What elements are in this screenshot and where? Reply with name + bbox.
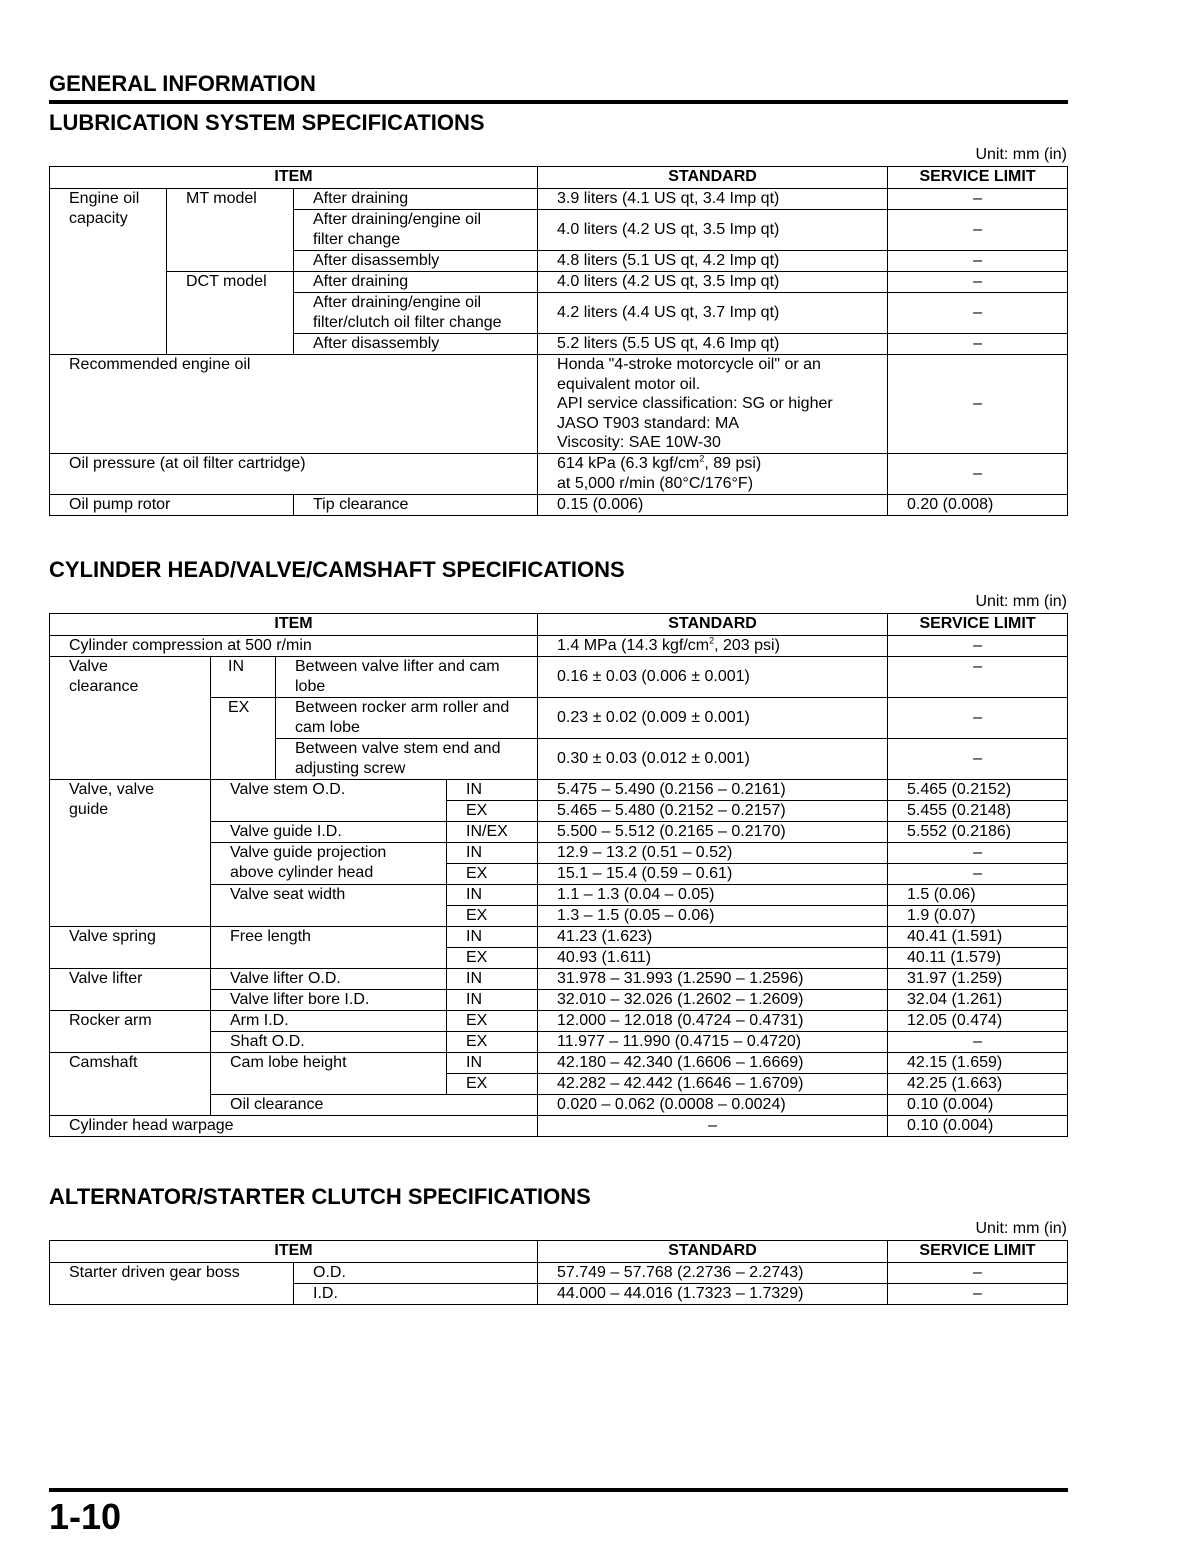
- service-limit-header: SERVICE LIMIT: [888, 1241, 1068, 1263]
- header-rule: [49, 100, 1068, 104]
- table-cell: 5.552 (0.2186): [888, 822, 1068, 843]
- table-cell: 3.9 liters (4.1 US qt, 3.4 Imp qt): [538, 189, 888, 210]
- table-cell: 1.4 MPa (14.3 kgf/$cm^2$, 203 psi): [538, 636, 888, 657]
- table-cell: 42.180 – 42.340 (1.6606 – 1.6669): [538, 1053, 888, 1074]
- table-cell: –: [888, 189, 1068, 210]
- cylinder-head-section-title: CYLINDER HEAD/VALVE/CAMSHAFT SPECIFICATIONS: [49, 557, 625, 582]
- cylinder-head-spec-table: [49, 613, 1068, 1137]
- lubrication-spec-table: [49, 166, 1068, 516]
- standard-header: STANDARD: [538, 1241, 888, 1263]
- table-cell: 0.10 (0.004): [888, 1116, 1068, 1137]
- table-cell: IN: [211, 657, 276, 698]
- table-cell: Cam lobe height: [211, 1053, 447, 1095]
- table-cell: EX: [447, 1011, 538, 1032]
- table-cell: Between rocker arm roller and cam lobe: [276, 698, 538, 739]
- table-cell: Tip clearance: [294, 495, 538, 516]
- table-cell: –: [888, 698, 1068, 739]
- page-number: 1-10: [49, 1496, 122, 1537]
- table-cell: After draining/engine oil filter change: [294, 210, 538, 251]
- table-cell: –: [888, 355, 1068, 454]
- header-title: GENERAL INFORMATION: [49, 71, 316, 96]
- item-header: ITEM: [50, 614, 538, 636]
- table-cell: Free length: [211, 927, 447, 969]
- table-cell: 12.9 – 13.2 (0.51 – 0.52): [538, 843, 888, 864]
- table-cell: –: [888, 657, 1068, 698]
- recommended-oil-label: Recommended engine oil: [50, 355, 538, 454]
- table-cell: I.D.: [294, 1284, 538, 1305]
- table-cell: 40.41 (1.591): [888, 927, 1068, 948]
- item-header: ITEM: [50, 167, 538, 189]
- service-limit-header: SERVICE LIMIT: [888, 167, 1068, 189]
- service-limit-header: SERVICE LIMIT: [888, 614, 1068, 636]
- table-cell: After draining: [294, 189, 538, 210]
- table-cell: –: [888, 272, 1068, 293]
- table-cell: O.D.: [294, 1263, 538, 1284]
- table-cell: Between valve lifter and cam lobe: [276, 657, 538, 698]
- table-cell: Valve lifter O.D.: [211, 969, 447, 990]
- lubrication-section-title: LUBRICATION SYSTEM SPECIFICATIONS: [49, 110, 485, 135]
- table-cell: After disassembly: [294, 334, 538, 355]
- table-cell: EX: [447, 864, 538, 885]
- table-cell: 31.978 – 31.993 (1.2590 – 1.2596): [538, 969, 888, 990]
- table-cell: 12.05 (0.474): [888, 1011, 1068, 1032]
- table-cell: 5.465 – 5.480 (0.2152 – 0.2157): [538, 801, 888, 822]
- table-cell: –: [888, 293, 1068, 334]
- table-cell: 1.9 (0.07): [888, 906, 1068, 927]
- table-cell: After disassembly: [294, 251, 538, 272]
- valve-spring-label: Valve spring: [50, 927, 211, 969]
- table-cell: Arm I.D.: [211, 1011, 447, 1032]
- table-cell: 4.0 liters (4.2 US qt, 3.5 Imp qt): [538, 272, 888, 293]
- table-cell: EX: [447, 1074, 538, 1095]
- footer-rule: [49, 1488, 1068, 1492]
- table-cell: 4.8 liters (5.1 US qt, 4.2 Imp qt): [538, 251, 888, 272]
- table-cell: –: [888, 1263, 1068, 1284]
- table-cell: IN: [447, 1053, 538, 1074]
- standard-header: STANDARD: [538, 167, 888, 189]
- warpage-label: Cylinder head warpage: [50, 1116, 538, 1137]
- table-cell: –: [888, 210, 1068, 251]
- table-cell: EX: [447, 801, 538, 822]
- alternator-section-title: ALTERNATOR/STARTER CLUTCH SPECIFICATIONS: [49, 1184, 591, 1209]
- starter-gear-boss-label: Starter driven gear boss: [50, 1263, 294, 1305]
- table-cell: –: [888, 843, 1068, 864]
- table-cell: 1.3 – 1.5 (0.05 – 0.06): [538, 906, 888, 927]
- table-cell: 0.16 ± 0.03 (0.006 ± 0.001): [538, 657, 888, 698]
- table-cell: 4.2 liters (4.4 US qt, 3.7 Imp qt): [538, 293, 888, 334]
- text-line: at 5,000 r/min (80°C/176°F): [557, 474, 754, 492]
- text-line: API service classification: SG or higher: [557, 395, 833, 412]
- oil-pump-rotor-label: Oil pump rotor: [50, 495, 294, 516]
- table-cell: Valve lifter bore I.D.: [211, 990, 447, 1011]
- text-line: Viscosity: SAE 10W-30: [557, 434, 721, 451]
- oil-pressure-standard: [538, 454, 888, 495]
- cylinder-head-unit: Unit: mm (in): [975, 593, 1067, 610]
- table-cell: Valve stem O.D.: [211, 780, 447, 822]
- table-cell: Between valve stem end and adjusting screw: [276, 739, 538, 780]
- valve-clearance-label: Valve clearance: [50, 657, 211, 780]
- table-cell: After draining/engine oil filter/clutch oil filter change: [294, 293, 538, 334]
- table-cell: –: [888, 454, 1068, 495]
- table-cell: 5.465 (0.2152): [888, 780, 1068, 801]
- camshaft-label: Camshaft: [50, 1053, 211, 1116]
- table-cell: IN: [447, 990, 538, 1011]
- item-header: ITEM: [50, 1241, 538, 1263]
- table-cell: IN/EX: [447, 822, 538, 843]
- table-cell: 12.000 – 12.018 (0.4724 – 0.4731): [538, 1011, 888, 1032]
- table-cell: 5.475 – 5.490 (0.2156 – 0.2161): [538, 780, 888, 801]
- table-cell: Valve seat width: [211, 885, 447, 927]
- table-cell: 15.1 – 15.4 (0.59 – 0.61): [538, 864, 888, 885]
- table-cell: –: [888, 864, 1068, 885]
- table-cell: EX: [211, 698, 276, 780]
- alternator-unit: Unit: mm (in): [975, 1220, 1067, 1237]
- table-cell: 1.1 – 1.3 (0.04 – 0.05): [538, 885, 888, 906]
- table-cell: 4.0 liters (4.2 US qt, 3.5 Imp qt): [538, 210, 888, 251]
- table-cell: EX: [447, 1032, 538, 1053]
- oil-pressure-label: Oil pressure (at oil filter cartridge): [50, 454, 538, 495]
- dct-model-label: DCT model: [167, 272, 294, 355]
- table-cell: 5.455 (0.2148): [888, 801, 1068, 822]
- rocker-arm-label: Rocker arm: [50, 1011, 211, 1053]
- table-cell: IN: [447, 969, 538, 990]
- table-cell: –: [888, 334, 1068, 355]
- table-cell: 5.2 liters (5.5 US qt, 4.6 Imp qt): [538, 334, 888, 355]
- table-cell: 11.977 – 11.990 (0.4715 – 0.4720): [538, 1032, 888, 1053]
- table-cell: Valve guide projection above cylinder head: [211, 843, 447, 885]
- table-cell: 40.11 (1.579): [888, 948, 1068, 969]
- compression-label: Cylinder compression at 500 r/min: [50, 636, 538, 657]
- table-cell: Shaft O.D.: [211, 1032, 447, 1053]
- table-cell: 42.15 (1.659): [888, 1053, 1068, 1074]
- table-cell: 0.23 ± 0.02 (0.009 ± 0.001): [538, 698, 888, 739]
- table-cell: –: [888, 1032, 1068, 1053]
- table-cell: 0.30 ± 0.03 (0.012 ± 0.001): [538, 739, 888, 780]
- text-line: Honda "4-stroke motorcycle oil" or an: [557, 356, 821, 373]
- table-cell: EX: [447, 906, 538, 927]
- table-cell: –: [888, 1284, 1068, 1305]
- standard-header: STANDARD: [538, 614, 888, 636]
- table-cell: 31.97 (1.259): [888, 969, 1068, 990]
- table-cell: EX: [447, 948, 538, 969]
- table-cell: IN: [447, 843, 538, 864]
- alternator-spec-table: [49, 1240, 1068, 1305]
- valve-lifter-label: Valve lifter: [50, 969, 211, 1011]
- text-line: JASO T903 standard: MA: [557, 414, 740, 432]
- engine-oil-capacity-label: Engine oil capacity: [50, 189, 167, 355]
- table-cell: 0.10 (0.004): [888, 1095, 1068, 1116]
- table-cell: After draining: [294, 272, 538, 293]
- table-cell: 0.020 – 0.062 (0.0008 – 0.0024): [538, 1095, 888, 1116]
- table-cell: 42.25 (1.663): [888, 1074, 1068, 1095]
- table-cell: IN: [447, 927, 538, 948]
- table-cell: –: [538, 1116, 888, 1137]
- table-cell: –: [888, 251, 1068, 272]
- table-cell: Oil clearance: [211, 1095, 538, 1116]
- table-cell: 32.04 (1.261): [888, 990, 1068, 1011]
- table-cell: 1.5 (0.06): [888, 885, 1068, 906]
- table-cell: Valve guide I.D.: [211, 822, 447, 843]
- table-cell: IN: [447, 780, 538, 801]
- table-cell: IN: [447, 885, 538, 906]
- text-line: equivalent motor oil.: [557, 375, 701, 393]
- table-cell: –: [888, 636, 1068, 657]
- table-cell: 42.282 – 42.442 (1.6646 – 1.6709): [538, 1074, 888, 1095]
- table-cell: 32.010 – 32.026 (1.2602 – 1.2609): [538, 990, 888, 1011]
- table-cell: 41.23 (1.623): [538, 927, 888, 948]
- table-cell: 0.15 (0.006): [538, 495, 888, 516]
- table-cell: 57.749 – 57.768 (2.2736 – 2.2743): [538, 1263, 888, 1284]
- table-cell: 5.500 – 5.512 (0.2165 – 0.2170): [538, 822, 888, 843]
- table-cell: 44.000 – 44.016 (1.7323 – 1.7329): [538, 1284, 888, 1305]
- text-line: 614 kPa (6.3 kgf/$cm^2$, 89 psi): [557, 453, 762, 472]
- lubrication-unit: Unit: mm (in): [975, 146, 1067, 163]
- valve-guide-label: Valve, valve guide: [50, 780, 211, 927]
- recommended-oil-standard: [538, 355, 888, 454]
- table-cell: –: [888, 739, 1068, 780]
- table-cell: 0.20 (0.008): [888, 495, 1068, 516]
- table-cell: 40.93 (1.611): [538, 948, 888, 969]
- mt-model-label: MT model: [167, 189, 294, 272]
